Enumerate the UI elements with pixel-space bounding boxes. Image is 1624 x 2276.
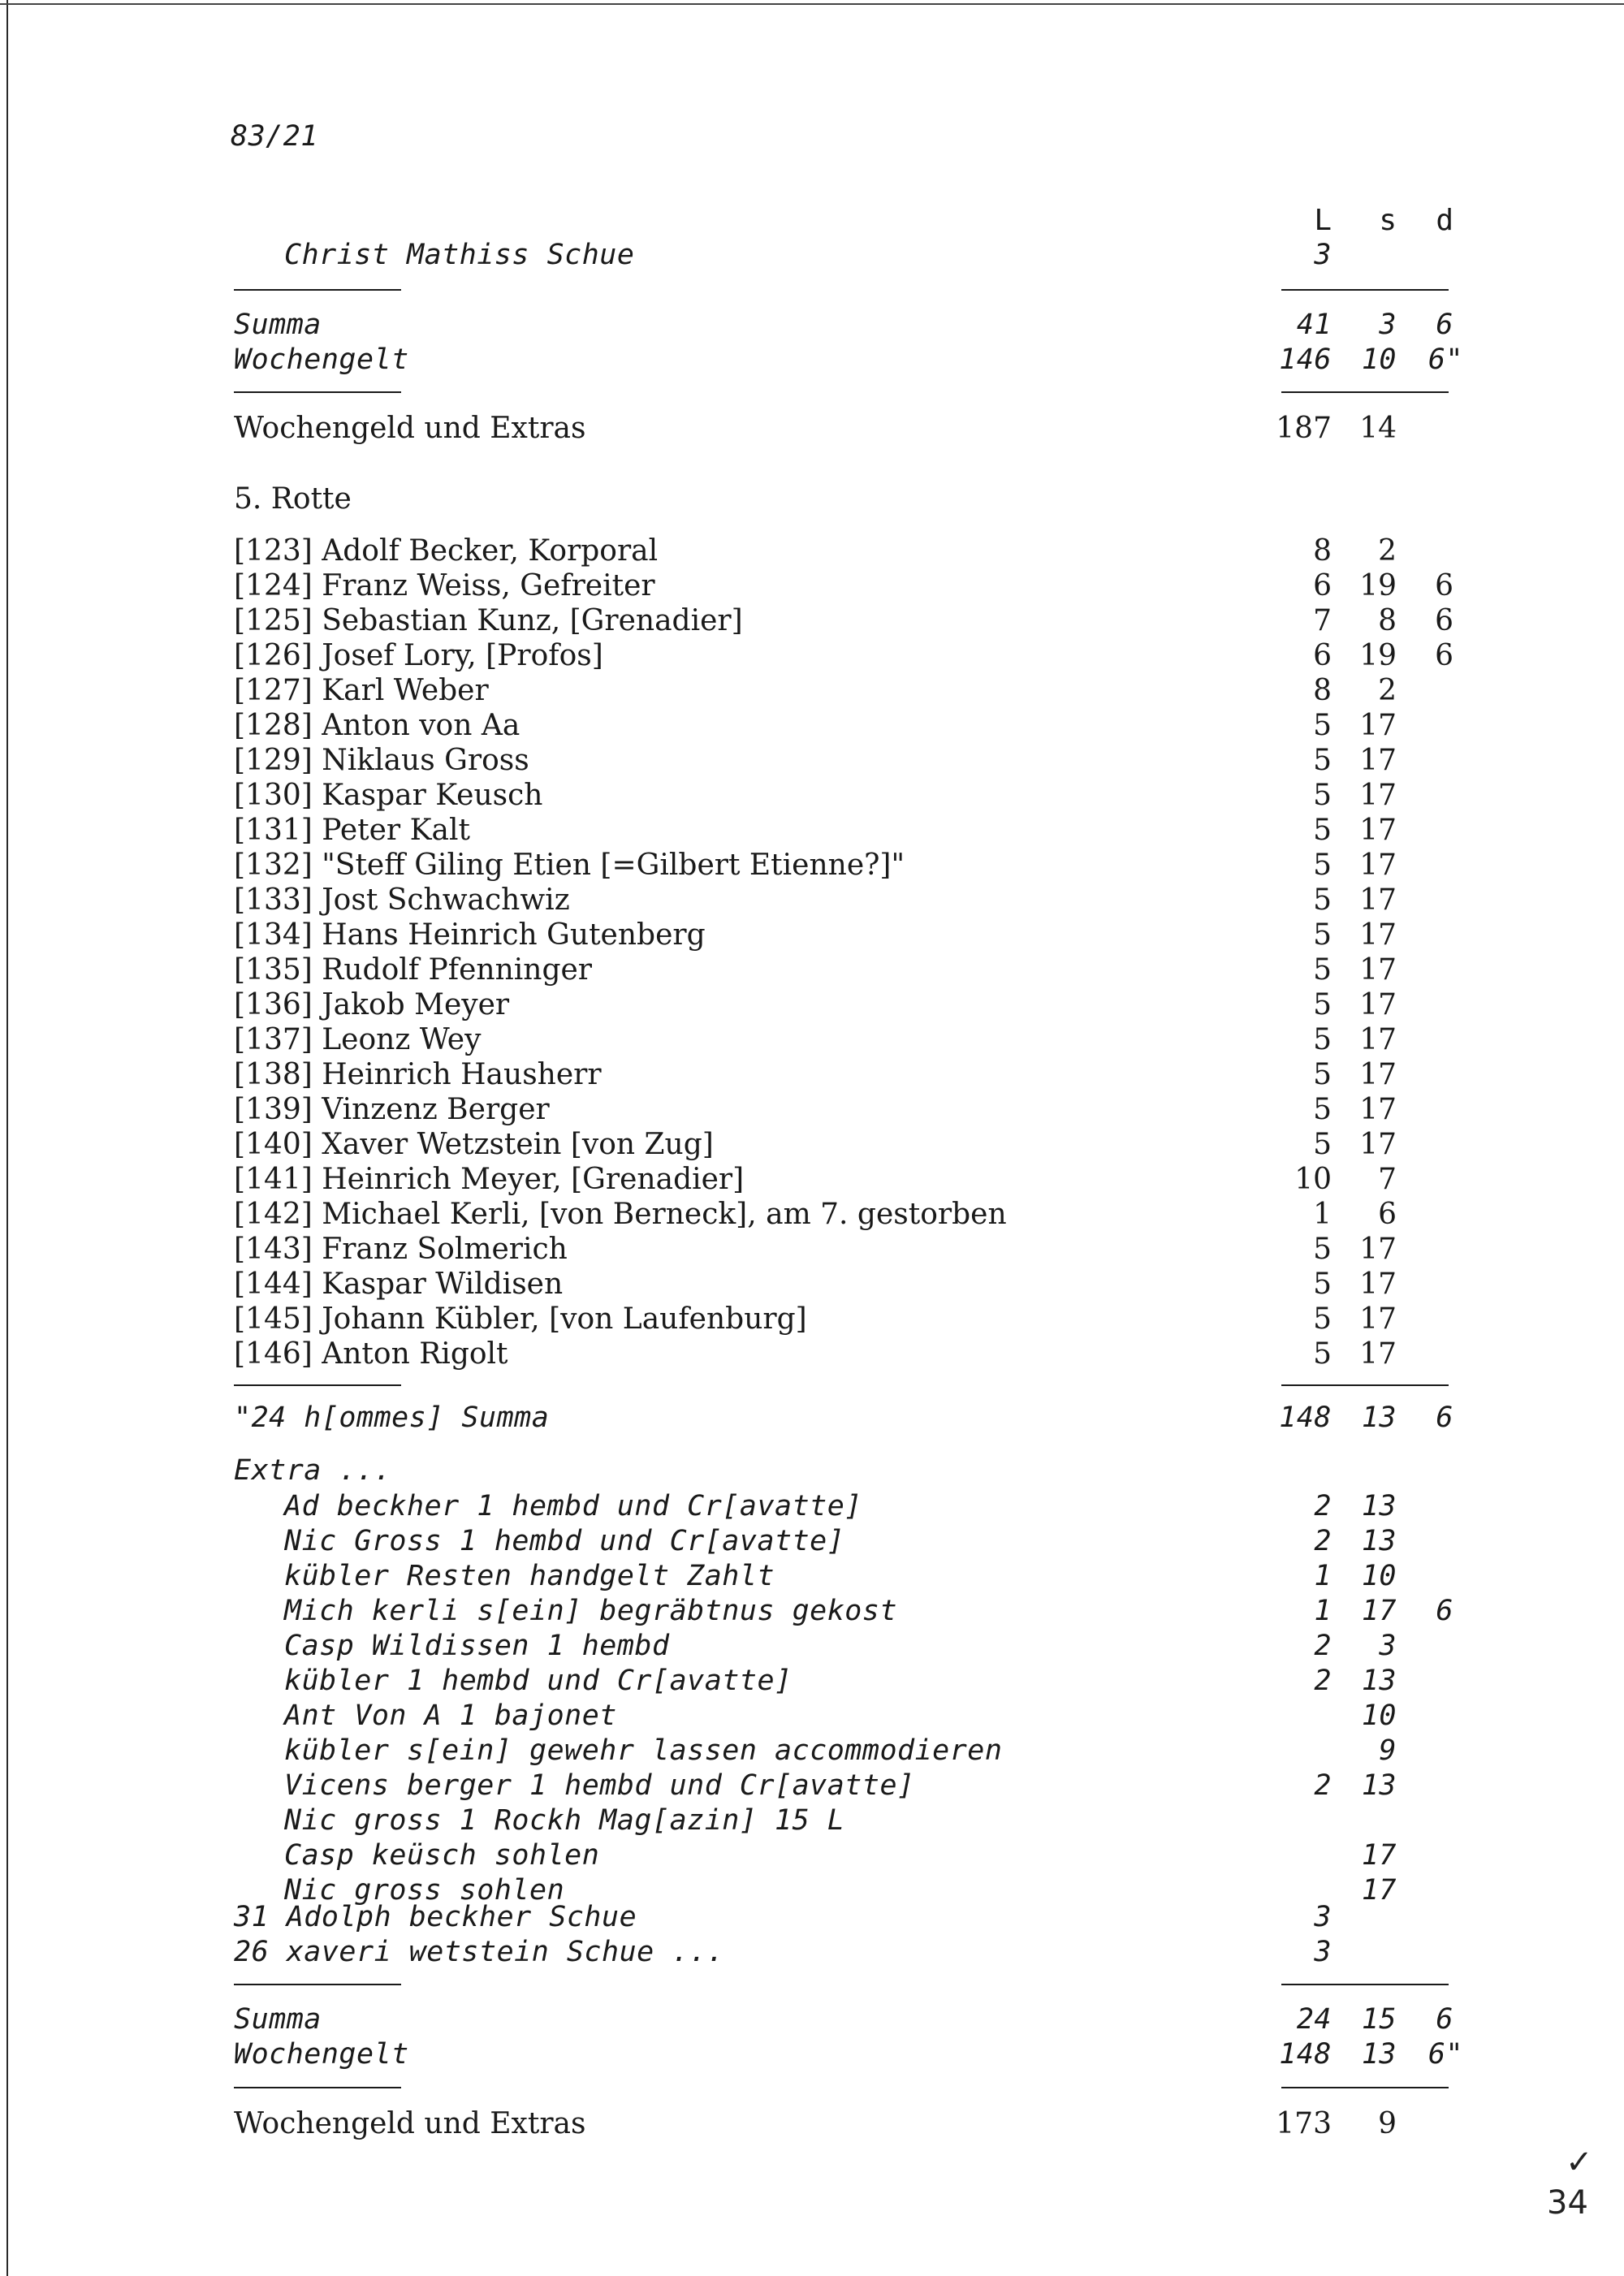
member-L: 7 (1313, 604, 1332, 637)
hommes-summa-row (0, 1401, 1624, 1436)
member-L: 5 (1313, 988, 1332, 1021)
list-item (0, 952, 1624, 987)
list-item (0, 1197, 1624, 1232)
extra-L: 2 (1314, 1525, 1332, 1557)
member-L: 8 (1313, 534, 1332, 568)
member-text: [132] "Steff Giling Etien [=Gilbert Etienne?]" (234, 849, 905, 882)
wochengelt-row (0, 343, 1624, 378)
member-s: 17 (1359, 709, 1397, 742)
member-s: 19 (1359, 569, 1397, 602)
list-item (0, 1489, 1624, 1524)
list-item (0, 1524, 1624, 1559)
list-item (0, 848, 1624, 883)
top-entry-label: Christ Mathiss Schue (284, 239, 635, 271)
member-s: 17 (1359, 1337, 1397, 1371)
hommes-summa-L: 148 (1279, 1401, 1332, 1434)
member-text: [141] Heinrich Meyer, [Grenadier] (234, 1163, 745, 1196)
member-s: 17 (1359, 1128, 1397, 1161)
member-text: [136] Jakob Meyer (234, 988, 510, 1021)
reference-number: 83/21 (231, 120, 318, 153)
divider (1281, 391, 1449, 393)
list-item (0, 987, 1624, 1022)
total-L: 187 (1276, 412, 1332, 445)
member-s: 17 (1359, 744, 1397, 777)
member-text: [143] Franz Solmerich (234, 1233, 568, 1266)
member-text: [139] Vinzenz Berger (234, 1093, 550, 1126)
list-item (0, 1769, 1624, 1803)
extra-text: Nic Gross 1 hembd und Cr[avatte] (284, 1525, 845, 1557)
member-s: 17 (1359, 1233, 1397, 1266)
member-text: [131] Peter Kalt (234, 814, 470, 847)
extra-text: Casp keüsch sohlen (284, 1839, 600, 1872)
divider (1281, 1384, 1449, 1386)
member-s: 17 (1359, 1093, 1397, 1126)
list-item (0, 1022, 1624, 1057)
extra-s: 17 (1361, 1874, 1397, 1907)
list-item (0, 1127, 1624, 1162)
extra-s: 9 (1379, 1734, 1397, 1767)
member-s: 17 (1359, 1023, 1397, 1056)
divider (234, 1384, 401, 1386)
shoe-text: 31 Adolph beckher Schue (234, 1901, 637, 1933)
header-L: L (1314, 204, 1332, 237)
member-L: 5 (1313, 1302, 1332, 1336)
extra-L: 2 (1314, 1665, 1332, 1697)
list-item (0, 1664, 1624, 1699)
member-d: 6 (1435, 639, 1453, 672)
summa-row (0, 308, 1624, 343)
list-item (0, 883, 1624, 918)
member-s: 17 (1359, 1058, 1397, 1091)
list-item (0, 1900, 1624, 1935)
list-item (0, 1803, 1624, 1838)
shoe-text: 26 xaveri wetstein Schue ... (234, 1936, 725, 1968)
member-L: 8 (1313, 674, 1332, 707)
hommes-summa-label: "24 h[ommes] Summa (234, 1401, 550, 1434)
member-text: [129] Niklaus Gross (234, 744, 529, 777)
member-L: 6 (1313, 569, 1332, 602)
top-entry (0, 238, 1624, 273)
divider (1281, 2087, 1449, 2088)
extra-text: Mich kerli s[ein] begräbtnus gekost (284, 1595, 898, 1627)
member-text: [127] Karl Weber (234, 674, 489, 707)
summa-s: 3 (1379, 309, 1397, 341)
list-item (0, 533, 1624, 568)
member-s: 6 (1378, 1198, 1397, 1231)
extra-L: 1 (1314, 1560, 1332, 1592)
list-item (0, 1559, 1624, 1594)
summa-d: 6 (1436, 2003, 1453, 2036)
list-item (0, 603, 1624, 638)
hommes-summa-d: 6 (1436, 1401, 1453, 1434)
member-L: 5 (1313, 1268, 1332, 1301)
shoe-L: 3 (1314, 1936, 1332, 1968)
member-text: [128] Anton von Aa (234, 709, 520, 742)
member-text: [123] Adolf Becker, Korporal (234, 534, 659, 568)
total-L: 173 (1276, 2107, 1332, 2140)
section-title: 5. Rotte (234, 482, 352, 516)
member-text: [144] Kaspar Wildisen (234, 1268, 564, 1301)
extra-L: 1 (1314, 1595, 1332, 1627)
list-item (0, 1092, 1624, 1127)
member-L: 5 (1313, 814, 1332, 847)
extra-s: 13 (1361, 1769, 1397, 1802)
extra-text: Casp Wildissen 1 hembd (284, 1630, 670, 1662)
summa-label: Summa (234, 309, 322, 341)
summa-row (0, 2002, 1624, 2037)
member-s: 7 (1378, 1163, 1397, 1196)
list-item (0, 1162, 1624, 1197)
page-number: 34 (1547, 2184, 1588, 2222)
extra-text: kübler s[ein] gewehr lassen accommodieren (284, 1734, 1003, 1767)
reference-line (0, 119, 1624, 154)
member-text: [130] Kaspar Keusch (234, 779, 543, 812)
member-text: [135] Rudolf Pfenninger (234, 953, 593, 987)
member-L: 5 (1313, 1337, 1332, 1371)
wochengelt-d: 6" (1427, 343, 1463, 376)
extra-title: Extra ... (234, 1454, 392, 1487)
member-L: 5 (1313, 744, 1332, 777)
member-d: 6 (1435, 569, 1453, 602)
summa-L: 24 (1296, 2003, 1332, 2036)
list-item (0, 1699, 1624, 1734)
header-d: d (1436, 204, 1453, 237)
list-item (0, 673, 1624, 708)
header-s: s (1379, 204, 1397, 237)
member-s: 17 (1359, 883, 1397, 917)
list-item (0, 708, 1624, 743)
list-item (0, 813, 1624, 848)
total-row (0, 2106, 1624, 2141)
summa-L: 41 (1296, 309, 1332, 341)
member-L: 10 (1294, 1163, 1332, 1196)
member-L: 5 (1313, 1233, 1332, 1266)
wochengelt-row (0, 2037, 1624, 2072)
member-s: 19 (1359, 639, 1397, 672)
member-s: 17 (1359, 849, 1397, 882)
extra-text: Ad beckher 1 hembd und Cr[avatte] (284, 1490, 862, 1522)
total-s: 9 (1378, 2107, 1397, 2140)
list-item (0, 778, 1624, 813)
wochengelt-s: 13 (1361, 2038, 1397, 2071)
member-text: [133] Jost Schwachwiz (234, 883, 570, 917)
list-item (0, 1629, 1624, 1664)
member-L: 5 (1313, 918, 1332, 952)
list-item (0, 1935, 1624, 1970)
page-edge-top (0, 3, 1624, 5)
member-L: 5 (1313, 883, 1332, 917)
extra-text: Ant Von A 1 bajonet (284, 1699, 617, 1732)
extra-text: Vicens berger 1 hembd und Cr[avatte] (284, 1769, 915, 1802)
list-item (0, 1838, 1624, 1873)
section-title-row (0, 482, 1624, 516)
divider (234, 2087, 401, 2088)
member-s: 17 (1359, 779, 1397, 812)
member-s: 2 (1378, 534, 1397, 568)
list-item (0, 1232, 1624, 1267)
member-L: 6 (1313, 639, 1332, 672)
member-L: 5 (1313, 1093, 1332, 1126)
divider (234, 1984, 401, 1985)
member-text: [125] Sebastian Kunz, [Grenadier] (234, 604, 743, 637)
extra-s: 17 (1361, 1595, 1397, 1627)
list-item (0, 638, 1624, 673)
wochengelt-label: Wochengelt (234, 2038, 409, 2071)
extra-s: 17 (1361, 1839, 1397, 1872)
extra-s: 13 (1361, 1490, 1397, 1522)
member-text: [140] Xaver Wetzstein [von Zug] (234, 1128, 714, 1161)
check-mark-icon: ✓ (1566, 2144, 1593, 2181)
member-L: 5 (1313, 1128, 1332, 1161)
extra-L: 2 (1314, 1769, 1332, 1802)
member-L: 5 (1313, 953, 1332, 987)
member-s: 17 (1359, 988, 1397, 1021)
extra-text: kübler Resten handgelt Zahlt (284, 1560, 775, 1592)
divider (234, 391, 401, 393)
extra-s: 13 (1361, 1665, 1397, 1697)
divider (1281, 1984, 1449, 1985)
column-header (0, 203, 1624, 238)
wochengelt-L: 146 (1279, 343, 1332, 376)
member-L: 5 (1313, 1058, 1332, 1091)
member-L: 5 (1313, 779, 1332, 812)
extra-title-row (0, 1453, 1624, 1488)
member-text: [137] Leonz Wey (234, 1023, 482, 1056)
summa-d: 6 (1436, 309, 1453, 341)
total-label: Wochengeld und Extras (234, 2107, 586, 2140)
extra-s: 13 (1361, 1525, 1397, 1557)
extra-s: 10 (1361, 1699, 1397, 1732)
extra-s: 10 (1361, 1560, 1397, 1592)
list-item (0, 1734, 1624, 1769)
member-text: [142] Michael Kerli, [von Berneck], am 7. gestorben (234, 1198, 1007, 1231)
member-text: [145] Johann Kübler, [von Laufenburg] (234, 1302, 807, 1336)
member-text: [134] Hans Heinrich Gutenberg (234, 918, 706, 952)
list-item (0, 1057, 1624, 1092)
member-s: 17 (1359, 1268, 1397, 1301)
member-s: 17 (1359, 814, 1397, 847)
member-L: 5 (1313, 709, 1332, 742)
list-item (0, 1337, 1624, 1371)
wochengelt-s: 10 (1361, 343, 1397, 376)
extra-text: Nic gross 1 Rockh Mag[azin] 15 L (284, 1804, 845, 1837)
member-s: 17 (1359, 1302, 1397, 1336)
list-item (0, 1267, 1624, 1302)
member-s: 2 (1378, 674, 1397, 707)
extra-L: 2 (1314, 1630, 1332, 1662)
member-text: [146] Anton Rigolt (234, 1337, 508, 1371)
list-item (0, 743, 1624, 778)
member-s: 17 (1359, 953, 1397, 987)
member-text: [138] Heinrich Hausherr (234, 1058, 602, 1091)
summa-label: Summa (234, 2003, 322, 2036)
extra-text: Nic gross sohlen (284, 1874, 565, 1907)
member-s: 17 (1359, 918, 1397, 952)
total-s: 14 (1359, 412, 1397, 445)
member-s: 8 (1378, 604, 1397, 637)
divider (234, 289, 401, 291)
member-L: 1 (1313, 1198, 1332, 1231)
extra-d: 6 (1436, 1595, 1453, 1627)
hommes-summa-s: 13 (1361, 1401, 1397, 1434)
list-item (0, 568, 1624, 603)
list-item (0, 1594, 1624, 1629)
extra-L: 2 (1314, 1490, 1332, 1522)
member-d: 6 (1435, 604, 1453, 637)
shoe-L: 3 (1314, 1901, 1332, 1933)
member-L: 5 (1313, 1023, 1332, 1056)
extra-text: kübler 1 hembd und Cr[avatte] (284, 1665, 793, 1697)
member-L: 5 (1313, 849, 1332, 882)
extra-s: 3 (1379, 1630, 1397, 1662)
wochengelt-d: 6" (1427, 2038, 1463, 2071)
summa-s: 15 (1361, 2003, 1397, 2036)
list-item (0, 1302, 1624, 1337)
divider (1281, 289, 1449, 291)
wochengelt-label: Wochengelt (234, 343, 409, 376)
total-row (0, 411, 1624, 446)
list-item (0, 918, 1624, 952)
total-label: Wochengeld und Extras (234, 412, 586, 445)
top-entry-L: 3 (1314, 239, 1332, 271)
member-text: [124] Franz Weiss, Gefreiter (234, 569, 655, 602)
wochengelt-L: 148 (1279, 2038, 1332, 2071)
member-text: [126] Josef Lory, [Profos] (234, 639, 603, 672)
